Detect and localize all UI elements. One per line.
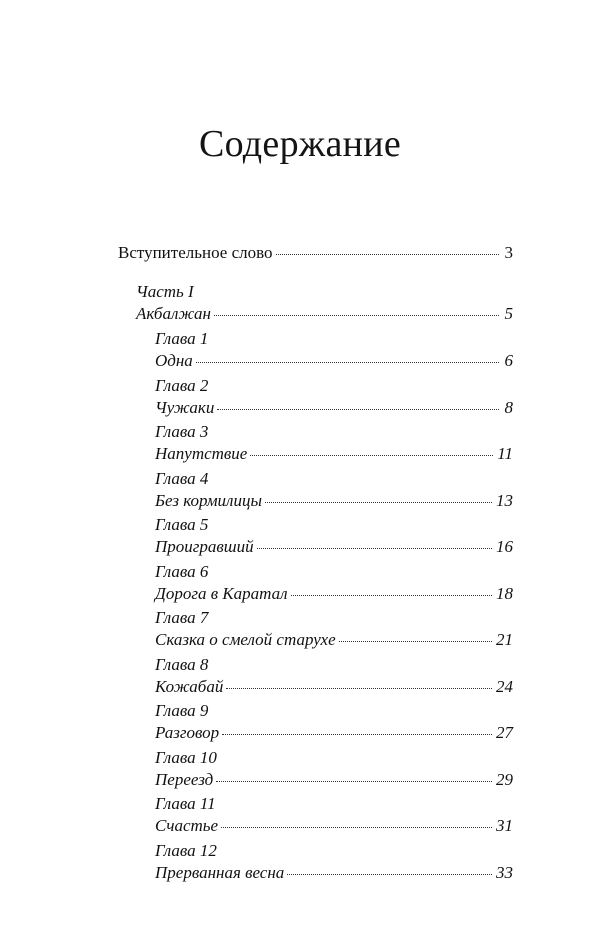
chapter-heading: Глава 2 (155, 376, 209, 395)
chapter-heading: Глава 1 (155, 329, 209, 348)
toc-entry-chapter-9[interactable] (155, 723, 513, 743)
toc-entry-label: Разговор (155, 723, 220, 742)
toc-entry-chapter-5[interactable] (155, 537, 513, 557)
dot-leader (221, 827, 492, 828)
toc-entry-part-1[interactable] (136, 304, 513, 324)
dot-leader (339, 641, 492, 642)
toc-page-number: 16 (496, 537, 513, 556)
toc-entry-chapter-12[interactable] (155, 863, 513, 883)
toc-entry-chapter-10[interactable] (155, 770, 513, 790)
toc-entry-chapter-8[interactable] (155, 677, 513, 697)
dot-leader (291, 595, 492, 596)
toc-page-number: 11 (497, 444, 513, 463)
toc-page-number: 18 (496, 584, 513, 603)
toc-page-number: 27 (496, 723, 513, 742)
toc-entry-label: Вступительное слово (118, 243, 273, 262)
dot-leader (222, 734, 492, 735)
toc-entry-label: Напутствие (155, 444, 248, 463)
chapter-heading: Глава 8 (155, 655, 209, 674)
toc-page-number: 33 (496, 863, 513, 882)
dot-leader (196, 362, 499, 363)
chapter-heading: Глава 5 (155, 515, 209, 534)
toc-entry-label: Проигравший (155, 537, 254, 556)
toc-entry-label: Счастье (155, 816, 219, 835)
toc-entry-chapter-1[interactable] (155, 351, 513, 371)
dot-leader (250, 455, 493, 456)
toc-entry-chapter-6[interactable] (155, 584, 513, 604)
toc-entry-label: Чужаки (155, 398, 215, 417)
toc-entry-chapter-4[interactable] (155, 491, 513, 511)
toc-page-number: 13 (496, 491, 513, 510)
toc-entry-chapter-2[interactable] (155, 398, 513, 418)
toc-entry-label: Прерванная весна (155, 863, 285, 882)
toc-entry-label: Кожабай (155, 677, 224, 696)
dot-leader (217, 409, 499, 410)
toc-entry-label: Сказка о смелой старухе (155, 630, 336, 649)
toc-entry-chapter-11[interactable] (155, 816, 513, 836)
dot-leader (276, 254, 499, 255)
part-heading: Часть I (136, 282, 194, 301)
page-title: Содержание (198, 123, 402, 165)
toc-page-number: 21 (496, 630, 513, 649)
toc-entry-chapter-7[interactable] (155, 630, 513, 650)
dot-leader (214, 315, 499, 316)
toc-page-number: 31 (496, 816, 513, 835)
dot-leader (257, 548, 492, 549)
toc-entry-label: Без кормилицы (155, 491, 262, 510)
toc-page-number: 5 (504, 304, 513, 323)
dot-leader (265, 502, 492, 503)
toc-entry-label: Одна (155, 351, 193, 370)
chapter-heading: Глава 11 (155, 794, 216, 813)
toc-page-number: 29 (496, 770, 513, 789)
dot-leader (216, 781, 492, 782)
toc-entry-label: Акбалжан (136, 304, 211, 323)
chapter-heading: Глава 9 (155, 701, 209, 720)
dot-leader (287, 874, 492, 875)
toc-entry-label: Дорога в Каратал (155, 584, 288, 603)
chapter-heading: Глава 10 (155, 748, 217, 767)
chapter-heading: Глава 7 (155, 608, 209, 627)
toc-entry-label: Переезд (155, 770, 214, 789)
toc-page-number: 24 (496, 677, 513, 696)
toc-entry-intro[interactable] (118, 243, 513, 263)
chapter-heading: Глава 4 (155, 469, 209, 488)
toc-page-number: 8 (504, 398, 513, 417)
chapter-heading: Глава 3 (155, 422, 209, 441)
dot-leader (226, 688, 492, 689)
chapter-heading: Глава 12 (155, 841, 217, 860)
toc-entry-chapter-3[interactable] (155, 444, 513, 464)
chapter-heading: Глава 6 (155, 562, 209, 581)
toc-page-number: 3 (504, 243, 513, 262)
toc-page-number: 6 (504, 351, 513, 370)
